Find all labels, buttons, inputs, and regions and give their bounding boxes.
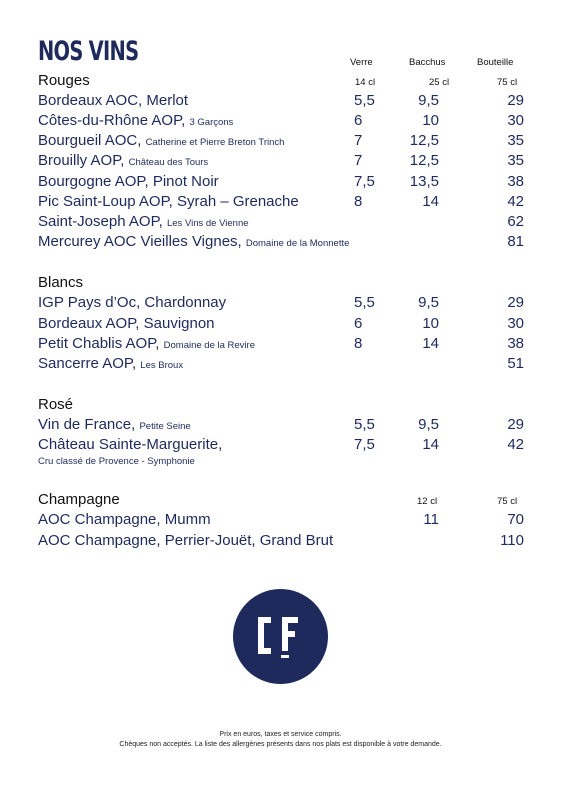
wine-row	[38, 233, 524, 253]
price-verre: 7,5	[354, 173, 375, 190]
wine-name: Pic Saint-Loup AOP, Syrah – Grenache	[38, 193, 299, 210]
wine-producer: Les Vins de Vienne	[166, 218, 249, 229]
price-bacchus: 14	[422, 436, 439, 453]
header-bacchus: Bacchus	[409, 57, 446, 68]
cf-monogram-icon	[251, 607, 311, 667]
price-bouteille: 29	[507, 416, 524, 433]
price-verre: 5,5	[354, 92, 375, 109]
wine-name: Bordeaux AOP, Sauvignon	[38, 315, 215, 332]
wine-producer: Château des Tours	[128, 157, 209, 168]
wine-name: Mercurey AOC Vieilles Vignes, Domaine de la Monnette	[38, 233, 350, 250]
price-bouteille: 110	[500, 532, 524, 549]
wine-producer: Petite Seine	[139, 421, 191, 432]
wine-row	[38, 511, 524, 531]
price-bacchus: 9,5	[418, 416, 439, 433]
price-bacchus: 9,5	[418, 92, 439, 109]
wine-producer: Catherine et Pierre Breton Trinch	[145, 137, 285, 148]
price-verre: 7	[354, 152, 363, 169]
wine-name: Bourgogne AOP, Pinot Noir	[38, 173, 219, 190]
price-bouteille: 35	[507, 132, 524, 149]
wine-name: AOC Champagne, Perrier-Jouët, Grand Brut	[38, 532, 334, 549]
price-bouteille: 42	[507, 193, 524, 210]
price-bouteille: 70	[507, 511, 524, 528]
price-verre: 5,5	[354, 294, 375, 311]
wine-name: Brouilly AOP, Château des Tours	[38, 152, 209, 169]
price-bacchus: 11	[423, 511, 439, 528]
price-bouteille: 29	[507, 294, 524, 311]
section-rouges: Rouges	[38, 72, 90, 89]
price-bouteille: 62	[507, 213, 524, 230]
wine-row	[38, 436, 524, 456]
section-rose: Rosé	[38, 396, 74, 413]
wine-name: IGP Pays d’Oc, Chardonnay	[38, 294, 227, 311]
price-verre: 7,5	[354, 436, 375, 453]
price-bacchus: 12,5	[409, 132, 439, 149]
wine-row	[38, 335, 524, 355]
price-bouteille: 51	[507, 355, 524, 372]
price-verre: 8	[354, 335, 363, 352]
wine-row	[38, 532, 524, 552]
unit-bacchus: 25 cl	[429, 77, 450, 88]
wine-row	[38, 315, 524, 335]
footer-line-2: Chèques non acceptés. La liste des allergènes présents dans nos plats est disponible à votre demande.	[119, 741, 442, 748]
price-verre: 6	[354, 315, 363, 332]
wine-row	[38, 173, 524, 193]
wine-name: Bordeaux AOC, Merlot	[38, 92, 189, 109]
unit-bouteille: 75 cl	[497, 496, 518, 507]
wine-appellation: Cru classé de Provence - Symphonie	[38, 456, 195, 467]
wine-row	[38, 152, 524, 172]
wine-name: Château Sainte-Marguerite,	[38, 436, 223, 453]
wine-row	[38, 193, 524, 213]
price-bouteille: 38	[507, 173, 524, 190]
price-bouteille: 30	[507, 112, 524, 129]
wine-name: Vin de France, Petite Seine	[38, 416, 191, 433]
price-bouteille: 30	[507, 315, 524, 332]
price-bacchus: 14	[422, 193, 439, 210]
wine-producer: 3 Garçons	[189, 117, 234, 128]
wine-row	[38, 213, 524, 233]
footer-line-1: Prix en euros, taxes et service compris.	[219, 731, 342, 738]
header-bouteille: Bouteille	[477, 57, 514, 68]
wine-name: Sancerre AOP, Les Broux	[38, 355, 184, 372]
header-verre: Verre	[350, 57, 373, 68]
unit-bacchus: 12 cl	[417, 496, 438, 507]
price-bouteille: 29	[507, 92, 524, 109]
price-bouteille: 81	[507, 233, 524, 250]
wine-name: Bourgueil AOC, Catherine et Pierre Breton Trinch	[38, 132, 285, 149]
wine-producer: Domaine de la Revire	[163, 340, 255, 351]
price-bacchus: 13,5	[409, 173, 439, 190]
wine-row	[38, 355, 524, 375]
price-bacchus: 9,5	[418, 294, 439, 311]
price-verre: 7	[354, 132, 363, 149]
unit-bouteille: 75 cl	[497, 77, 518, 88]
price-bouteille: 38	[507, 335, 524, 352]
price-bouteille: 35	[507, 152, 524, 169]
wine-name: Côtes-du-Rhône AOP, 3 Garçons	[38, 112, 234, 129]
wine-row	[38, 132, 524, 152]
wine-producer: Domaine de la Monnette	[245, 238, 350, 249]
price-bacchus: 14	[422, 335, 439, 352]
section-champagne: Champagne	[38, 491, 120, 508]
wine-row	[38, 294, 524, 314]
wine-row	[38, 92, 524, 112]
wine-name: Petit Chablis AOP, Domaine de la Revire	[38, 335, 255, 352]
section-blancs: Blancs	[38, 274, 84, 291]
unit-verre: 14 cl	[355, 77, 376, 88]
wine-row	[38, 112, 524, 132]
price-bacchus: 10	[422, 315, 439, 332]
price-verre: 5,5	[354, 416, 375, 433]
price-verre: 8	[354, 193, 363, 210]
wine-producer: Les Broux	[140, 360, 184, 371]
price-verre: 6	[354, 112, 363, 129]
wine-name: Saint-Joseph AOP, Les Vins de Vienne	[38, 213, 249, 230]
wine-row	[38, 416, 524, 436]
page-title: NOS VINS	[38, 36, 139, 67]
price-bacchus: 10	[422, 112, 439, 129]
price-bacchus: 12,5	[409, 152, 439, 169]
price-bouteille: 42	[507, 436, 524, 453]
wine-name: AOC Champagne, Mumm	[38, 511, 211, 528]
cf-logo	[233, 589, 328, 684]
